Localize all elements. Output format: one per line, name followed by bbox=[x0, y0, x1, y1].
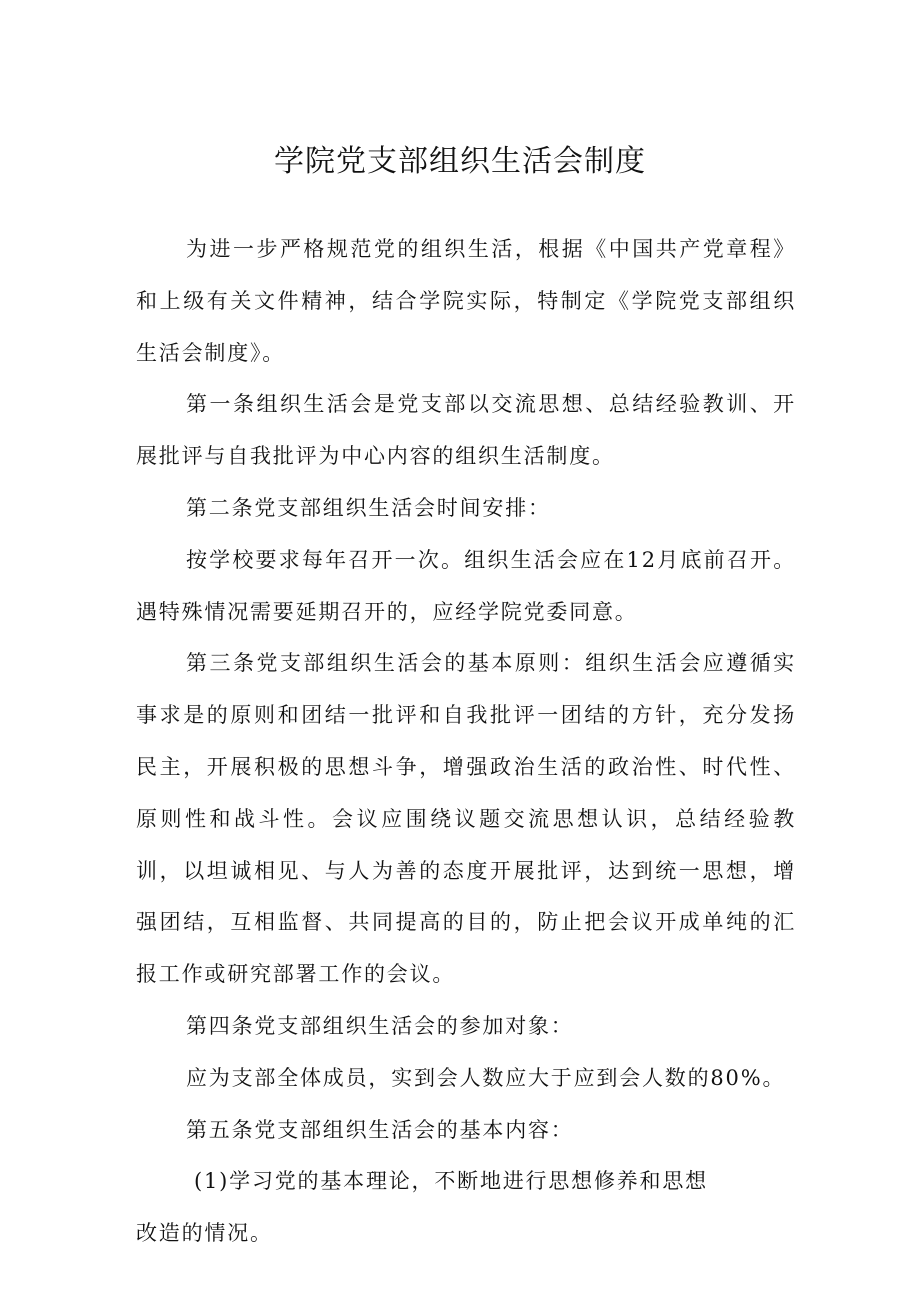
list-item-1-line-2: 改造的情况。 bbox=[136, 1221, 273, 1246]
article-4-content: 应为支部全体成员，实到会人数应大于应到会人数的80%。 bbox=[186, 1065, 786, 1090]
article-4-heading: 第四条党支部组织生活会的参加对象： bbox=[186, 1013, 574, 1038]
document-title: 学院党支部组织生活会制度 bbox=[274, 144, 646, 179]
article-2-content: 按学校要求每年召开一次。组织生活会应在12月底前召开。遇特殊情况需要延期召开的，应经学院党委同意。 bbox=[136, 547, 796, 624]
list-item-1-line-1: (1)学习党的基本理论，不断地进行思想修养和思想 bbox=[194, 1169, 708, 1194]
document-body bbox=[136, 224, 796, 1260]
intro-paragraph: 为进一步严格规范党的组织生活，根据《中国共产党章程》和上级有关文件精神，结合学院实际，特制定《学院党支部组织生活会制度》。 bbox=[136, 237, 796, 365]
article-5-heading: 第五条党支部组织生活会的基本内容： bbox=[186, 1117, 574, 1142]
article-2-heading: 第二条党支部组织生活会时间安排： bbox=[186, 495, 551, 520]
article-1-paragraph: 第一条组织生活会是党支部以交流思想、总结经验教训、开展批评与自我批评为中心内容的组织生活制度。 bbox=[136, 392, 796, 469]
article-3-paragraph: 第三条党支部组织生活会的基本原则：组织生活会应遵循实事求是的原则和团结一批评和自我批评一团结的方针，充分发扬民主，开展积极的思想斗争，增强政治生活的政治性、时代性、原则性和战斗性。会议应围绕议题交流思想认识，总结经验教训，以坦诚相见、与人为善的态度开展批评，达到统一思想，增强团结，互相监督、共同提高的目的，防止把会议开成单纯的汇报工作或研究部署工作的会议。 bbox=[136, 651, 796, 987]
